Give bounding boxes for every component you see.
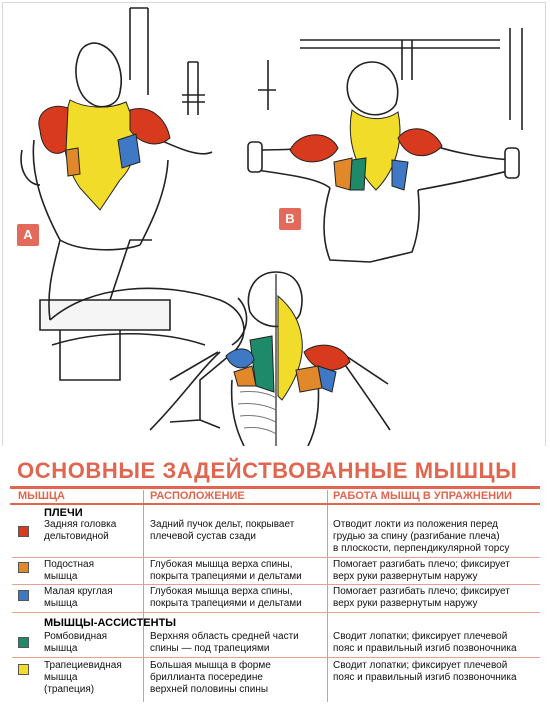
row-divider (12, 657, 540, 658)
muscle-name: Малая круглая мышца (44, 586, 113, 609)
row-divider (12, 557, 540, 558)
color-swatch-trapezius (18, 664, 29, 675)
figure-c-ribs (238, 391, 276, 434)
column-header-location: РАСПОЛОЖЕНИЕ (150, 490, 245, 502)
color-swatch-rhomboid (18, 637, 29, 648)
muscle-location: Глубокая мышца верха спины, покрыта трапециями и дельтами (150, 586, 302, 609)
figure-c-muscles (226, 296, 350, 400)
muscle-location: Глубокая мышца верха спины, покрыта трапециями и дельтами (150, 559, 302, 582)
muscle-location: Задний пучок дельт, покрывает плечевой сустав сзади (150, 519, 295, 542)
row-divider (12, 584, 540, 585)
muscle-action: Помогает разгибать плечо; фиксирует верх руки развернутым наружу (333, 559, 510, 582)
column-header-muscle: МЫШЦА (18, 490, 65, 502)
color-swatch-teres-minor (18, 590, 29, 601)
color-swatch-rear-delt (18, 526, 29, 537)
header-divider (10, 503, 540, 505)
column-header-action: РАБОТА МЫШЦ В УПРАЖНЕНИИ (333, 490, 512, 502)
color-swatch-infraspinatus (18, 562, 29, 573)
section-title-assistant-muscles: МЫШЦЫ-АССИСТЕНТЫ (44, 617, 177, 629)
muscle-location: Большая мышца в форме бриллианта посередине верхней половины спины (150, 660, 271, 695)
figure-label-a: A (17, 224, 39, 246)
figure-a-muscles (39, 100, 170, 210)
figure-b-muscles (290, 110, 442, 190)
column-divider-1 (143, 490, 144, 702)
muscle-action: Сводит лопатки; фиксирует плечевой пояс и правильный изгиб позвоночника (333, 660, 517, 683)
row-divider (12, 612, 540, 613)
muscle-action: Сводит лопатки; фиксирует плечевой пояс и правильный изгиб позвоночника (333, 631, 517, 654)
table-title: ОСНОВНЫЕ ЗАДЕЙСТВОВАННЫЕ МЫШЦЫ (17, 458, 518, 483)
muscle-location: Верхняя область средней части спины — под трапециями (150, 631, 299, 654)
muscle-name: Задняя головка дельтовидной (44, 519, 117, 542)
title-divider (10, 486, 540, 489)
column-divider-2 (327, 490, 328, 702)
figure-a (21, 8, 246, 428)
muscle-name: Подостная мышца (44, 559, 95, 582)
section-title-shoulders: ПЛЕЧИ (44, 507, 83, 519)
muscle-name: Ромбовидная мышца (44, 631, 108, 654)
muscle-name: Трапециевидная мышца (трапеция) (44, 660, 122, 695)
figure-label-b: B (279, 208, 301, 230)
muscle-action: Отводит локти из положения перед грудью за спину (разгибание плеча) в плоскости, перпендикулярной торсу (333, 519, 510, 554)
muscle-action: Помогает разгибать плечо; фиксирует верх руки развернутым наружу (333, 586, 510, 609)
